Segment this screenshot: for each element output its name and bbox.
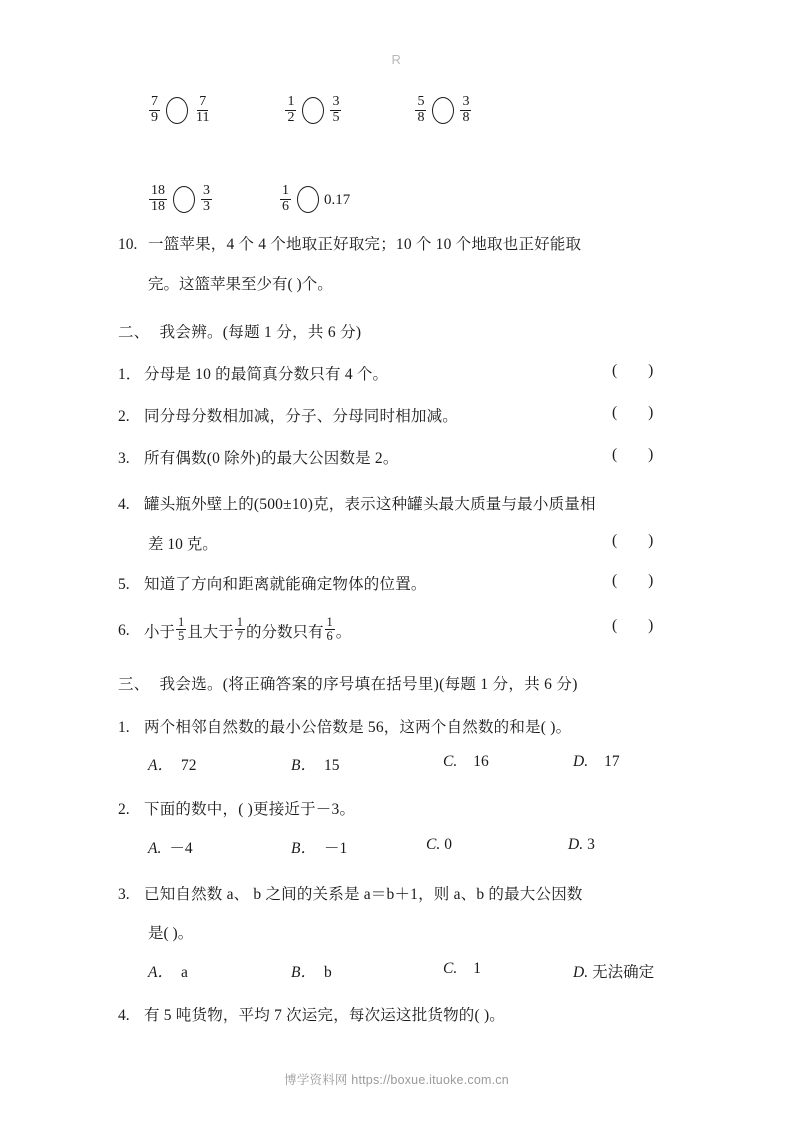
judge-answer-blank-3[interactable]: ( ) [612,446,654,463]
item-number: 1. [118,719,130,736]
choice-2-options [148,836,708,858]
decimal-value: 0.17 [324,191,351,208]
judge-item-3 [118,446,399,468]
option-b[interactable]: B． －1 [291,840,348,857]
option-b[interactable]: B． 15 [291,757,340,774]
item-text-prefix: 小于 [144,623,176,641]
question-text: 一篮苹果，4 个 4 个地取正好取完；10 个 10 个地取也正好能取 [148,236,582,253]
question-number: 10. [118,236,138,253]
compare-item-2-1[interactable] [148,185,213,215]
item-number: 3. [118,886,130,903]
fraction-left: $\frac{18}{18}$ [151,183,165,214]
choice-item-3-line2: 是( )。 [148,925,194,942]
fraction-left: $\frac{1}{2}$ [287,94,295,125]
section-3-heading [118,672,578,694]
compare-item-1-2[interactable] [284,96,342,126]
judge-item-1 [118,362,388,384]
judge-answer-blank-2[interactable]: ( ) [612,404,654,421]
item-text: 分母是 10 的最简真分数只有 4 个。 [144,366,389,383]
choice-item-4 [118,1003,505,1025]
item-number: 2. [118,801,130,818]
compare-circle-blank[interactable] [432,97,454,124]
judge-answer-blank-1[interactable]: ( ) [612,362,654,379]
item-number: 4. [118,1007,130,1024]
judge-item-4 [118,492,596,514]
footer-watermark: 博学资料网 https://boxue.ituoke.com.cn [284,1073,509,1087]
item-text-middle: 且大于 [187,623,234,641]
item-text: 同分母分数相加减，分子、分母同时相加减。 [144,408,459,425]
fraction-1: $\frac{1}{5}$ [178,615,185,643]
item-text-middle-2: 的分数只有 [246,623,324,641]
judge-item-4-line2: 差 10 克。 [148,536,218,553]
option-a[interactable]: A． a [148,964,188,981]
fraction-right: $\frac{7}{11}$ [196,94,210,125]
item-number: 1． [118,366,142,383]
item-text: 罐头瓶外壁上的(500±10)克，表示这种罐头最大质量与最小质量相 [144,496,596,513]
item-text: 已知自然数 a、 b 之间的关系是 a＝b＋1，则 a、b 的最大公因数 [144,886,583,903]
option-a[interactable]: A． 72 [148,757,197,774]
item-number: 5. [118,576,130,593]
option-a[interactable]: A. －4 [148,840,193,857]
item-text: 两个相邻自然数的最小公倍数是 56，这两个自然数的和是( )。 [144,719,572,736]
item-number: 4. [118,496,130,513]
compare-row-2 [148,185,350,215]
section-2-number: 二、 [118,324,150,341]
page-top-mark: R [391,52,402,67]
question-10 [118,232,581,254]
option-d[interactable]: D. 17 [573,753,620,770]
option-d[interactable]: D. 无法确定 [573,964,655,981]
choice-item-3 [118,882,583,904]
choice-3-options [148,960,708,982]
item-text: 知道了方向和距离就能确定物体的位置。 [144,576,427,593]
item-number: 2. [118,408,130,425]
section-2-heading [118,320,361,342]
fraction-left: $\frac{5}{8}$ [417,94,425,125]
question-10-line2: 完。这篮苹果至少有( )个。 [148,276,333,293]
item-text: 所有偶数(0 除外)的最大公因数是 2。 [144,450,399,467]
compare-item-1-1[interactable] [148,96,212,126]
section-3-title: 我会选。(将正确答案的序号填在括号里)(每题 1 分，共 6 分) [159,676,578,693]
fraction-right: $\frac{3}{8}$ [462,94,470,125]
option-c[interactable]: C. 0 [426,836,452,853]
fraction-3: $\frac{1}{6}$ [326,615,333,643]
section-3-number: 三、 [118,676,150,693]
judge-item-6 [118,617,351,644]
fraction-left: $\frac{7}{9}$ [151,94,158,125]
choice-1-options [148,753,708,775]
option-c[interactable]: C. 1 [443,960,481,977]
compare-circle-blank[interactable] [297,186,319,213]
compare-row-1 [148,96,472,126]
compare-circle-blank[interactable] [173,186,195,213]
item-text: 下面的数中，( )更接近于－3。 [144,801,356,818]
section-2-title: 我会辨。(每题 1 分，共 6 分) [159,324,362,341]
judge-answer-blank-6[interactable]: ( ) [612,617,654,634]
compare-circle-blank[interactable] [166,97,188,124]
compare-circle-blank[interactable] [302,97,324,124]
option-c[interactable]: C. 16 [443,753,489,770]
item-number: 3. [118,450,130,467]
fraction-left: $\frac{1}{6}$ [282,183,289,214]
judge-answer-blank-5[interactable]: ( ) [612,572,654,589]
fraction-right: $\frac{3}{5}$ [332,94,340,125]
choice-item-1 [118,715,571,737]
item-text-suffix: 。 [335,623,352,641]
judge-item-2 [118,404,458,426]
judge-item-5 [118,572,427,594]
compare-item-1-3[interactable] [414,96,472,126]
judge-answer-blank-4[interactable]: ( ) [612,532,654,549]
compare-item-2-2[interactable] [279,185,350,215]
fraction-2: $\frac{1}{7}$ [236,615,244,643]
fraction-right: $\frac{3}{3}$ [203,183,210,214]
choice-item-2 [118,797,355,819]
item-text: 有 5 吨货物，平均 7 次运完，每次运这批货物的( )。 [144,1007,505,1024]
option-d[interactable]: D. 3 [568,836,595,853]
option-b[interactable]: B． b [291,964,332,981]
item-number: 6. [118,621,130,639]
